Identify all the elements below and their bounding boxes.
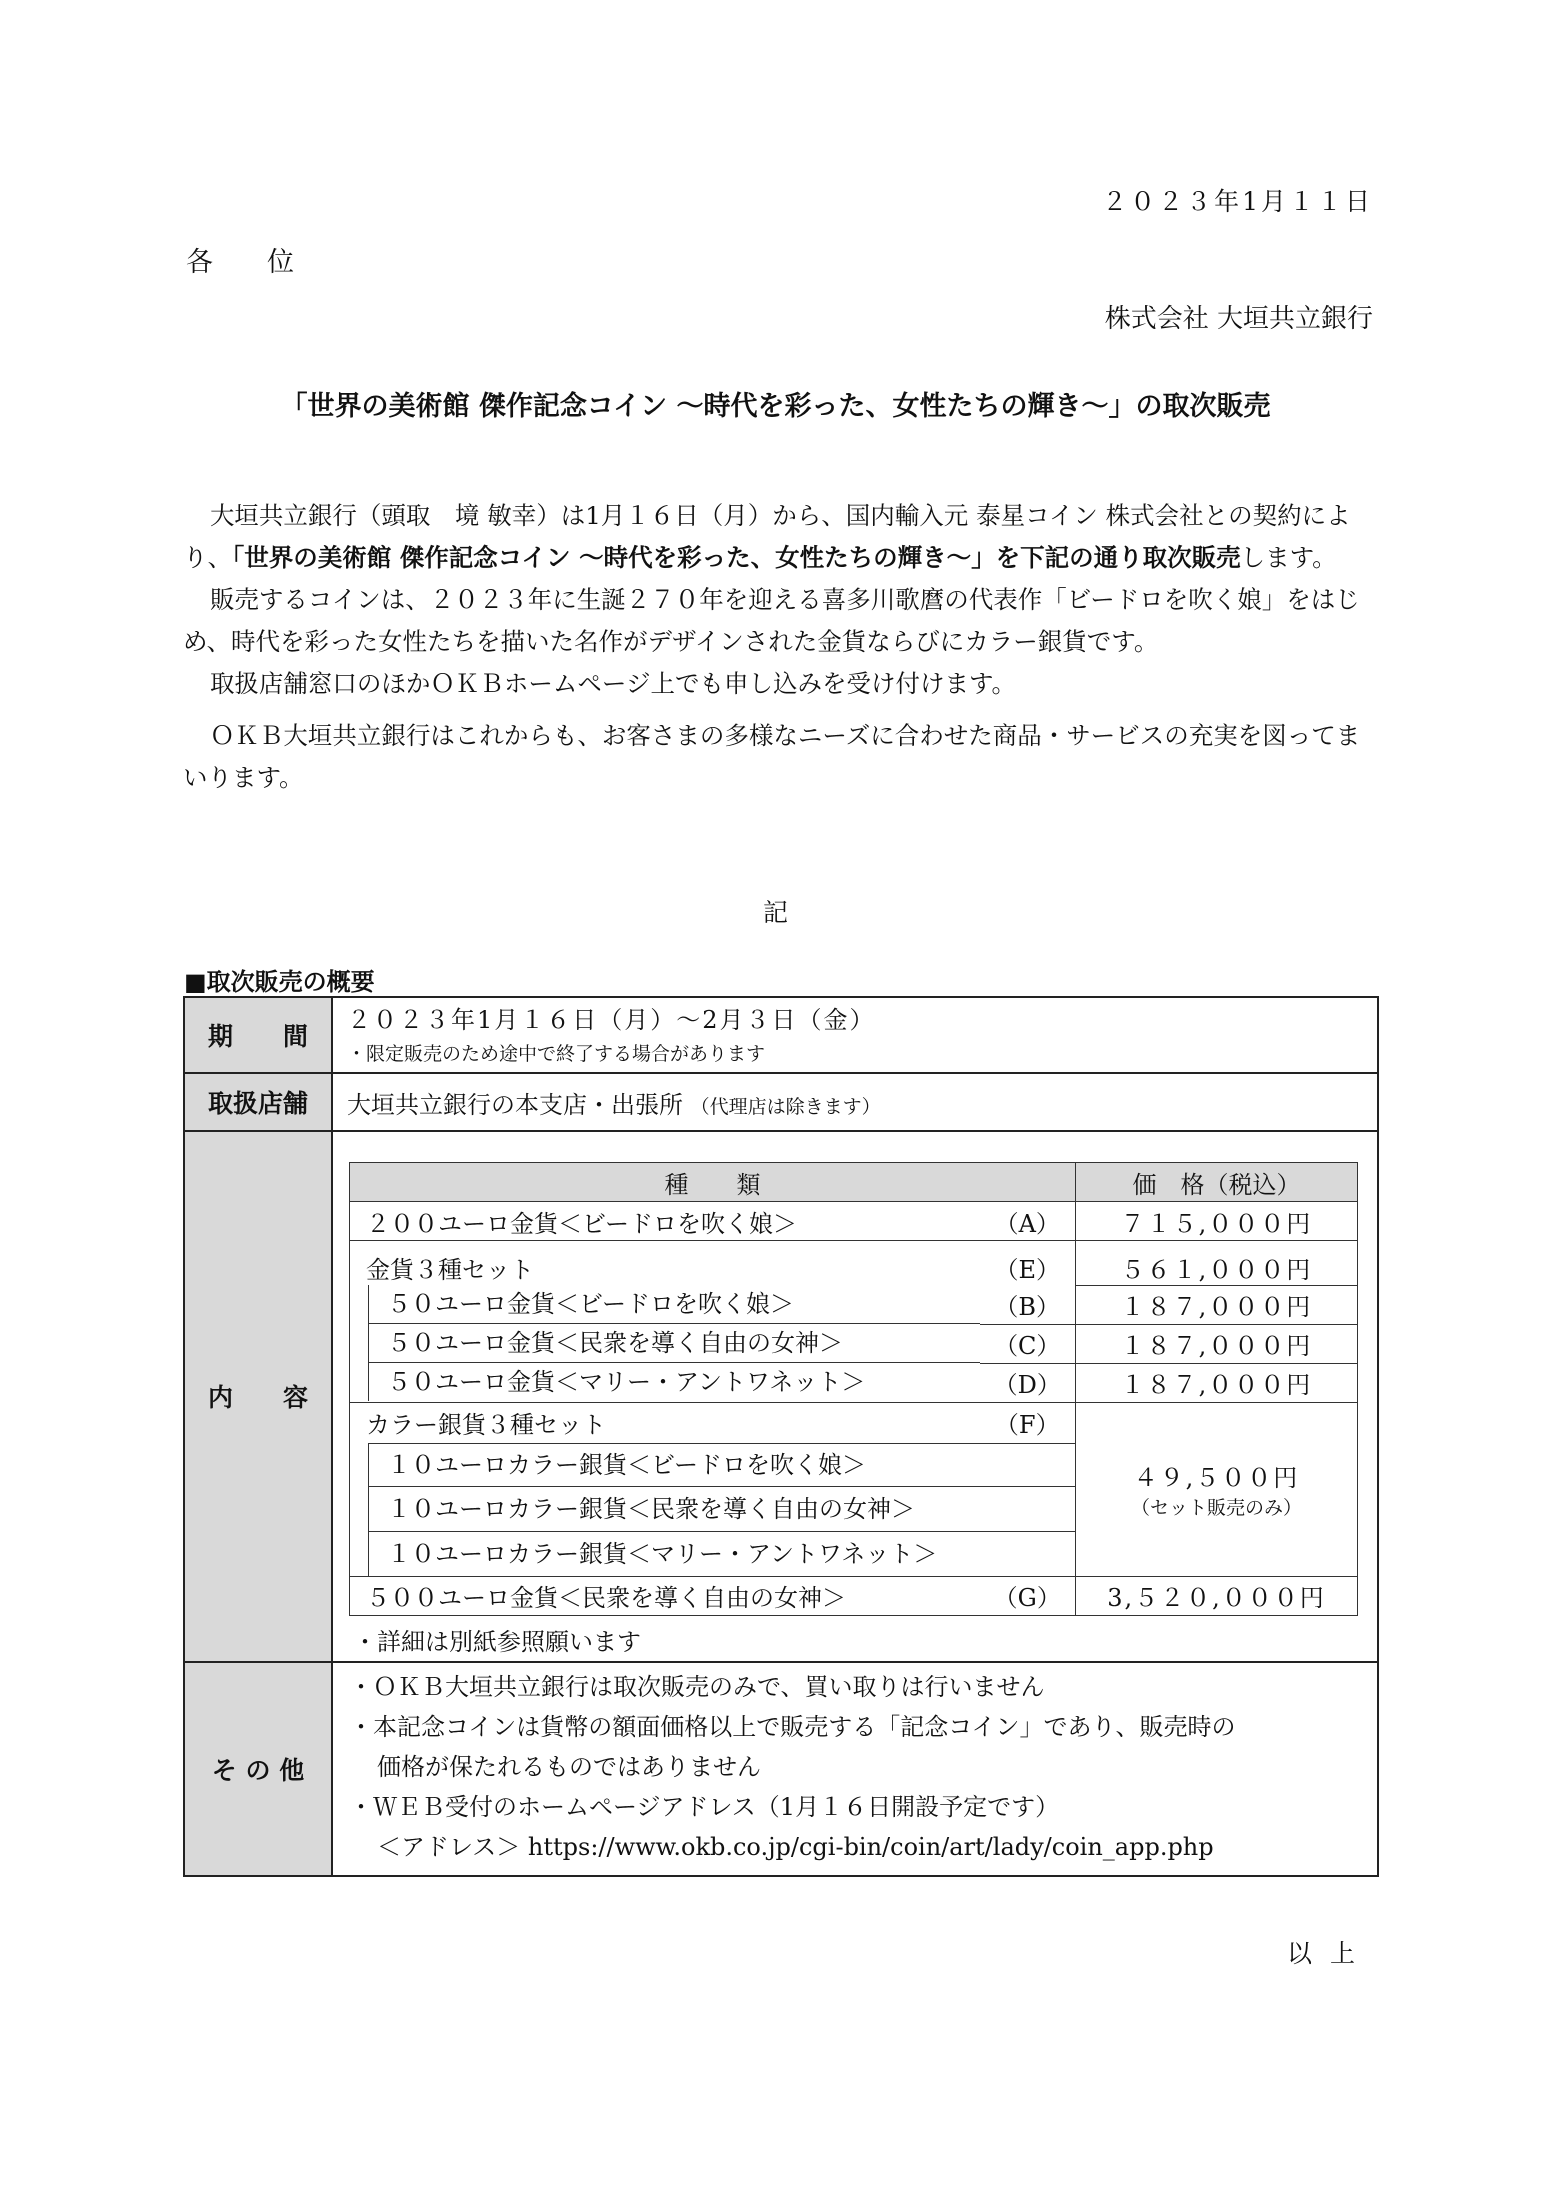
item-name-cell bbox=[350, 1487, 1076, 1532]
paragraph-1-emphasis: 「世界の美術館 傑作記念コイン ～時代を彩った、女性たちの輝き～」を下記の通り取次販売 bbox=[232, 543, 1241, 572]
other-line-2: ・本記念コインは貨幣の額面価格以上で販売する「記念コイン」であり、販売時の bbox=[349, 1712, 1236, 1741]
item-name-cell bbox=[350, 1363, 980, 1402]
item-price: １８７,０００円 bbox=[1076, 1324, 1358, 1363]
item-name: カラー銀貨３種セット bbox=[350, 1402, 980, 1443]
item-code: （A） bbox=[980, 1202, 1076, 1241]
item-price: ４９,５００円 bbox=[1133, 1464, 1300, 1492]
table-row bbox=[350, 1202, 1358, 1241]
item-name-cell bbox=[350, 1285, 980, 1324]
other-line-1: ・ＯＫＢ大垣共立銀行は取次販売のみで、買い取りは行いません bbox=[349, 1672, 1045, 1701]
document-date: ２０２３年1月１１日 bbox=[1102, 187, 1373, 216]
item-name: ２００ユーロ金貨＜ビードロを吹く娘＞ bbox=[350, 1202, 980, 1241]
item-price-cell bbox=[1076, 1402, 1358, 1576]
item-code: （B） bbox=[980, 1285, 1076, 1324]
closing-mark: 以上 bbox=[1286, 1939, 1373, 1968]
web-address: ＜アドレス＞ https://www.okb.co.jp/cgi-bin/coin/art/lady/coin_app.php bbox=[377, 1832, 1214, 1861]
other-line-4: ・ＷＥＢ受付のホームページアドレス（1月１６日開設予定です） bbox=[349, 1792, 1060, 1821]
ki-mark: 記 bbox=[762, 898, 788, 927]
section-heading: ■取次販売の概要 bbox=[184, 968, 375, 996]
period-note: ・限定販売のため途中で終了する場合があります bbox=[347, 1043, 766, 1065]
item-name: ５０ユーロ金貨＜マリー・アントワネット＞ bbox=[368, 1363, 980, 1401]
stores-value: 大垣共立銀行の本支店・出張所 bbox=[347, 1090, 683, 1119]
item-code: （F） bbox=[980, 1402, 1076, 1443]
item-name-cell bbox=[350, 1443, 1076, 1487]
table-row bbox=[350, 1363, 1358, 1402]
table-row bbox=[350, 1285, 1358, 1324]
body-text bbox=[183, 495, 1376, 799]
stores-cell bbox=[332, 1073, 1378, 1131]
item-price: 3,５２０,０００円 bbox=[1076, 1576, 1358, 1615]
item-name-cell bbox=[350, 1324, 980, 1363]
item-name: １０ユーロカラー銀貨＜マリー・アントワネット＞ bbox=[368, 1532, 1075, 1576]
price-table-header bbox=[350, 1163, 1358, 1202]
contents-footnote: ・詳細は別紙参照願います bbox=[353, 1627, 641, 1656]
kind-header: 種 類 bbox=[350, 1163, 1076, 1202]
stores-line bbox=[333, 1081, 1377, 1124]
item-name: ５００ユーロ金貨＜民衆を導く自由の女神＞ bbox=[350, 1576, 980, 1615]
document-title: 「世界の美術館 傑作記念コイン ～時代を彩った、女性たちの輝き～」の取次販売 bbox=[280, 391, 1271, 422]
price-table bbox=[349, 1162, 1358, 1616]
item-name: 金貨３種セット bbox=[350, 1241, 980, 1286]
paragraph-1 bbox=[183, 495, 1376, 579]
contents-row bbox=[184, 1131, 1378, 1662]
paragraph-1-end: します。 bbox=[1240, 543, 1337, 572]
item-name: １０ユーロカラー銀貨＜ビードロを吹く娘＞ bbox=[368, 1443, 1075, 1487]
item-code: （G） bbox=[980, 1576, 1076, 1615]
contents-label: 内 容 bbox=[184, 1131, 332, 1662]
paragraph-2: 販売するコインは、２０２３年に生誕２７０年を迎える喜多川歌麿の代表作「ビードロを吹く娘」をはじめ、時代を彩った女性たちを描いた名作がデザインされた金貨ならびにカラー銀貨です。 bbox=[183, 585, 1360, 656]
item-price: １８７,０００円 bbox=[1076, 1285, 1358, 1324]
overview-table bbox=[183, 996, 1379, 1877]
stores-note: （代理店は除きます） bbox=[690, 1095, 881, 1118]
item-name: ５０ユーロ金貨＜民衆を導く自由の女神＞ bbox=[368, 1324, 980, 1363]
paragraph-4: ＯＫＢ大垣共立銀行はこれからも、お客さまの多様なニーズに合わせた商品・サービスの充実を図ってまいります。 bbox=[183, 721, 1361, 792]
period-cell bbox=[332, 997, 1378, 1073]
other-cell bbox=[332, 1662, 1378, 1876]
item-price: ７１５,０００円 bbox=[1076, 1202, 1358, 1241]
other-label: そ の 他 bbox=[184, 1662, 332, 1876]
table-row bbox=[350, 1324, 1358, 1363]
item-price-note: （セット販売のみ） bbox=[1130, 1497, 1302, 1519]
contents-cell bbox=[332, 1131, 1378, 1662]
item-name: ５０ユーロ金貨＜ビードロを吹く娘＞ bbox=[368, 1285, 980, 1324]
item-code: （C） bbox=[980, 1324, 1076, 1363]
table-row bbox=[350, 1402, 1358, 1443]
item-name-cell bbox=[350, 1532, 1076, 1577]
item-name: １０ユーロカラー銀貨＜民衆を導く自由の女神＞ bbox=[368, 1487, 1075, 1532]
issuer: 株式会社 大垣共立銀行 bbox=[1104, 304, 1373, 334]
other-line-3: 価格が保たれるものではありません bbox=[377, 1752, 761, 1781]
table-row bbox=[350, 1576, 1358, 1615]
other-row bbox=[184, 1662, 1378, 1876]
item-code: （D） bbox=[980, 1363, 1076, 1402]
period-value: ２０２３年1月１６日（月）～2月３日（金） bbox=[347, 1006, 876, 1034]
item-code: （E） bbox=[980, 1241, 1076, 1286]
stores-row bbox=[184, 1073, 1378, 1131]
paragraph-1-intro: 大垣共立銀行（頭取 境 敏幸）は1月１６日（月）から、国内輸入元 泰星コイン 株式会社との契約により、 bbox=[183, 501, 1351, 572]
table-row bbox=[350, 1241, 1358, 1286]
item-price: ５６１,０００円 bbox=[1076, 1241, 1358, 1286]
period-label: 期 間 bbox=[184, 997, 332, 1073]
item-price: １８７,０００円 bbox=[1076, 1363, 1358, 1402]
stores-label: 取扱店舗 bbox=[184, 1073, 332, 1131]
period-row bbox=[184, 997, 1378, 1073]
price-header: 価 格（税込） bbox=[1076, 1163, 1358, 1202]
paragraph-3: 取扱店舗窓口のほかＯＫＢホームページ上でも申し込みを受け付けます。 bbox=[209, 669, 1016, 698]
addressee: 各 位 bbox=[186, 247, 294, 278]
